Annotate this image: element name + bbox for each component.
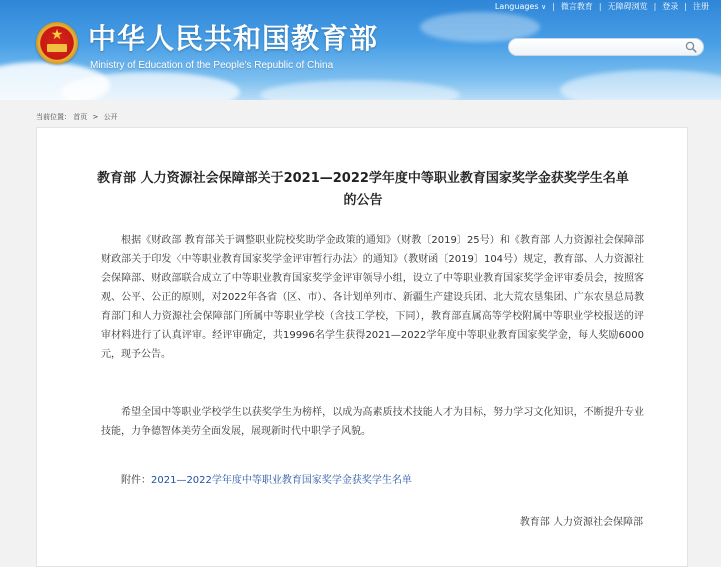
attachment-label: 附件：	[121, 475, 151, 486]
languages-label: Languages	[494, 2, 539, 11]
top-links	[495, 1, 709, 13]
article-paragraph: 希望全国中等职业学校学生以获奖学生为榜样，以成为高素质技术技能人才为目标，努力学习文化知识，不断提升专业技能，力争德智体美劳全面发展，展现新时代中职学子风貌。	[101, 407, 644, 437]
chevron-down-icon: ∨	[541, 3, 547, 11]
search-icon[interactable]	[685, 41, 697, 53]
header-cloud	[260, 80, 460, 100]
emblem-star-icon: ★	[50, 27, 64, 43]
breadcrumb-home-link[interactable]: 首页	[73, 113, 88, 121]
header-cloud	[560, 70, 721, 100]
divider: |	[653, 2, 657, 11]
divider: |	[552, 2, 555, 11]
signature: 教育部 人力资源社会保障部	[519, 517, 643, 528]
breadcrumb-current-link[interactable]: 公开	[103, 113, 118, 121]
emblem-gate-icon	[47, 44, 67, 52]
breadcrumb	[36, 112, 118, 122]
languages-menu[interactable]	[495, 1, 546, 13]
chevron-right-icon: >	[92, 113, 99, 121]
register-link[interactable]: 注册	[693, 2, 709, 11]
divider: |	[598, 2, 602, 11]
site-header	[0, 0, 721, 100]
article-paragraph: 根据《财政部 教育部关于调整职业院校奖助学金政策的通知》（财教〔2019〕25号）和《教育部 人力资源社会保障部 财政部关于印发〈中等职业教育国家奖学金评审暂行办法〉的通知》（教财函〔2019〕104号）规定，教育部、人力资源社会保障部、财政部联合成立了中等职业教育国家奖学金评审领导小组，设立了中等职业教育国家奖学金评审委员会，按照客观、公平、公正的原则，对2022年各省（区、市）、各计划单列市、新疆生产建设兵团、北大荒农垦集团、广东农垦总局教育部门和人力资源社会保障部门所属中等职业学校（含技工学校，下同），教育部直属高等学校附属中等职业学校报送的评审材料进行了认真评审。经评审确定，共19996名学生获得2021—2022学年度中等职业教育国家奖学金，每人奖励6000元，现予公告。	[101, 235, 644, 360]
site-subtitle: Ministry of Education of the People's Republic of China	[90, 60, 334, 71]
site-title[interactable]: 中华人民共和国教育部	[88, 22, 379, 55]
login-link[interactable]: 登录	[662, 2, 679, 11]
divider: |	[684, 2, 687, 11]
article-container	[36, 127, 688, 567]
attachment-link[interactable]: 2021—2022学年度中等职业教育国家奖学金获奖学生名单	[151, 475, 412, 486]
search-box	[508, 38, 704, 56]
attachment	[121, 471, 412, 490]
breadcrumb-prefix: 当前位置：	[36, 113, 71, 121]
accessibility-link[interactable]: 无障碍浏览	[607, 2, 648, 11]
search-input[interactable]	[517, 41, 677, 53]
article-title: 教育部 人力资源社会保障部关于2021—2022学年度中等职业教育国家奖学金获奖学生名单的公告	[97, 171, 629, 208]
weibo-link[interactable]: 微言教育	[560, 2, 593, 11]
national-emblem-icon[interactable]	[36, 22, 78, 64]
